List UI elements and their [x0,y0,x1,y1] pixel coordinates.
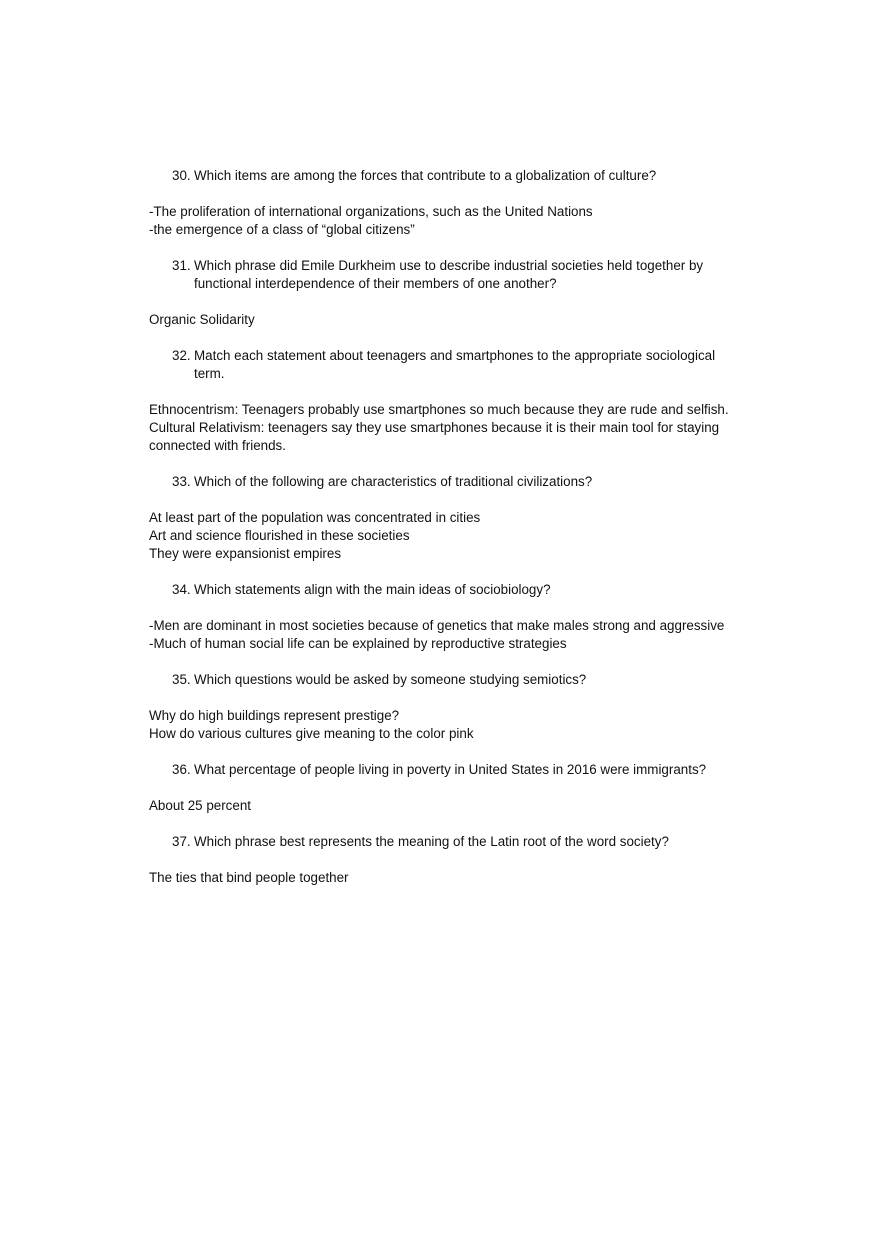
answer-line: -Much of human social life can be explained by reproductive strategies [149,636,567,651]
question-32 [149,347,749,383]
question-30 [149,167,749,185]
question-number: 34. [172,582,191,597]
answer-34 [149,617,749,653]
answer-line: How do various cultures give meaning to the color pink [149,726,474,741]
answer-line: About 25 percent [149,798,251,813]
qa-block-30 [149,167,749,239]
qa-block-33 [149,473,749,563]
question-34 [149,581,749,599]
answer-line: They were expansionist empires [149,546,342,561]
question-text: Which questions would be asked by someone studying semiotics? [194,672,587,687]
qa-block-35 [149,671,749,743]
question-text: Which phrase did Emile Durkheim use to describe industrial societies held together by functional interdependence of their members of one another? [194,258,704,291]
question-36 [149,761,749,779]
answer-30 [149,203,749,239]
answer-line: Organic Solidarity [149,312,255,327]
question-37 [149,833,749,851]
question-35 [149,671,749,689]
qa-block-32 [149,347,749,455]
answer-32 [149,401,749,455]
answer-37 [149,869,749,887]
question-33 [149,473,749,491]
document-page [149,167,749,905]
question-text: Which phrase best represents the meaning of the Latin root of the word society? [194,834,669,849]
answer-line: -the emergence of a class of “global citizens” [149,222,415,237]
answer-line: -The proliferation of international organizations, such as the United Nations [149,204,593,219]
qa-block-34 [149,581,749,653]
answer-36 [149,797,749,815]
question-number: 31. [172,258,191,273]
answer-line: The ties that bind people together [149,870,349,885]
question-number: 37. [172,834,191,849]
qa-block-36 [149,761,749,815]
answer-line: Cultural Relativism: teenagers say they use smartphones because it is their main tool for staying connected with friends. [149,420,720,453]
question-text: Which items are among the forces that contribute to a globalization of culture? [194,168,657,183]
answer-line: At least part of the population was concentrated in cities [149,510,481,525]
question-number: 33. [172,474,191,489]
answer-33 [149,509,749,563]
question-text: Which of the following are characteristics of traditional civilizations? [194,474,593,489]
question-number: 30. [172,168,191,183]
question-number: 32. [172,348,191,363]
question-number: 35. [172,672,191,687]
answer-31 [149,311,749,329]
qa-block-37 [149,833,749,887]
qa-block-31 [149,257,749,329]
question-31 [149,257,749,293]
answer-line: Art and science flourished in these societies [149,528,410,543]
answer-35 [149,707,749,743]
question-number: 36. [172,762,191,777]
answer-line: Why do high buildings represent prestige? [149,708,400,723]
answer-line: Ethnocentrism: Teenagers probably use smartphones so much because they are rude and selfish. [149,402,729,417]
question-text: What percentage of people living in poverty in United States in 2016 were immigrants? [194,762,707,777]
question-text: Match each statement about teenagers and smartphones to the appropriate sociological term. [194,348,716,381]
answer-line: -Men are dominant in most societies because of genetics that make males strong and aggressive [149,618,725,633]
question-text: Which statements align with the main ideas of sociobiology? [194,582,551,597]
